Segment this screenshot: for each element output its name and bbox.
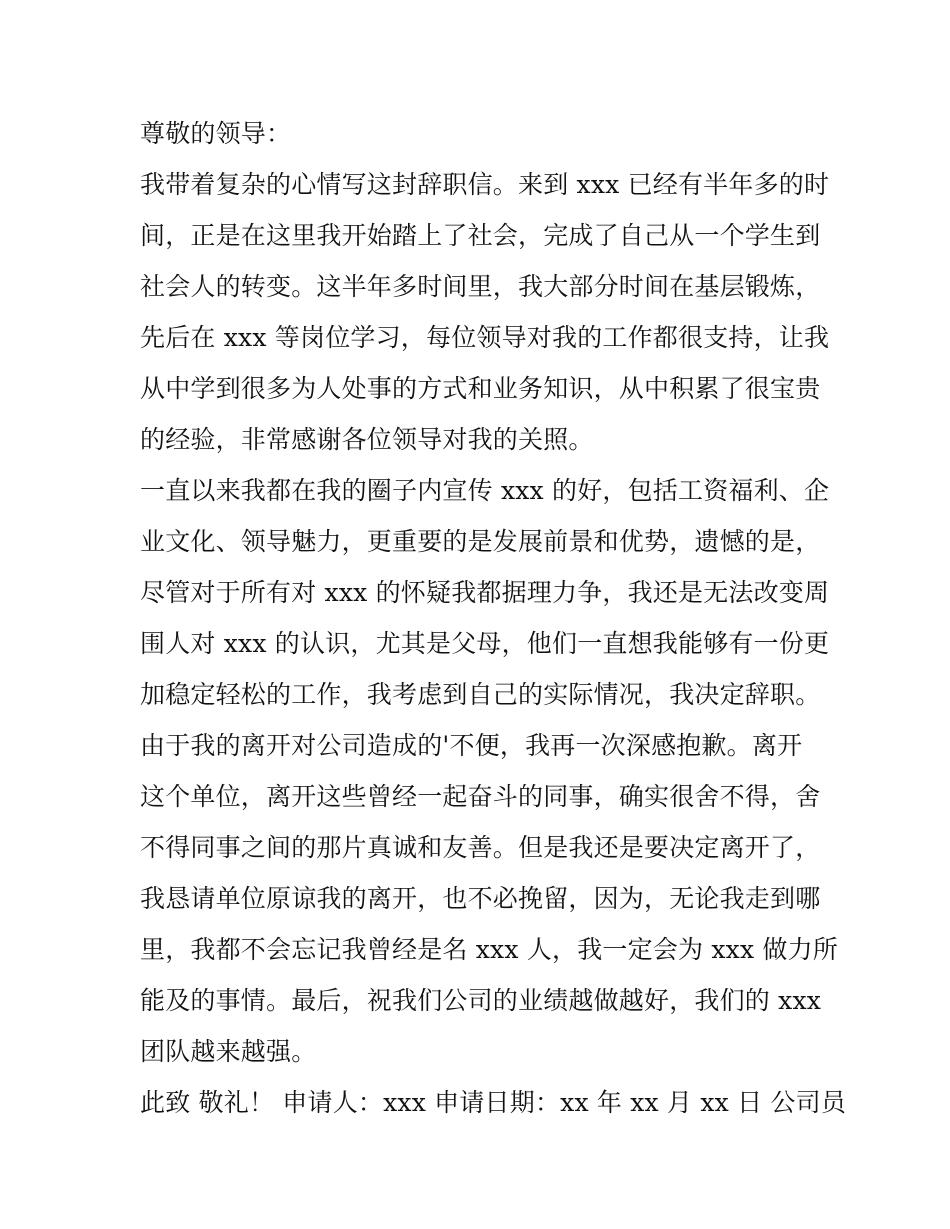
text-line: 从中学到很多为人处事的方式和业务知识，从中积累了很宝贵	[140, 374, 821, 403]
closing-line: 此致 敬礼！ 申请人：xxx 申请日期：xx 年 xx 月 xx 日 公司员	[140, 1088, 847, 1117]
text-line: 尽管对于所有对 xxx 的怀疑我都据理力争，我还是无法改变周	[140, 578, 830, 607]
text-line: 业文化、领导魅力，更重要的是发展前景和优势，遗憾的是，	[140, 527, 821, 556]
text-line: 的经验，非常感谢各位领导对我的关照。	[140, 425, 594, 454]
text-line: 里，我都不会忘记我曾经是名 xxx 人，我一定会为 xxx 做力所	[140, 935, 838, 964]
text-line: 能及的事情。最后，祝我们公司的业绩越做越好，我们的 xxx	[140, 986, 822, 1015]
text-line: 由于我的离开对公司造成的'不便，我再一次深感抱歉。离开	[140, 731, 803, 760]
text-line: 我带着复杂的心情写这封辞职信。来到 xxx 已经有半年多的时	[140, 170, 830, 199]
text-line: 团队越来越强。	[140, 1037, 317, 1066]
text-line: 社会人的转变。这半年多时间里，我大部分时间在基层锻炼，	[140, 272, 821, 301]
text-line: 围人对 xxx 的认识，尤其是父母，他们一直想我能够有一份更	[140, 629, 830, 658]
text-line: 我恳请单位原谅我的离开，也不必挽留，因为，无论我走到哪	[140, 884, 821, 913]
text-line: 加稳定轻松的工作，我考虑到自己的实际情况，我决定辞职。	[140, 680, 821, 709]
text-line: 一直以来我都在我的圈子内宣传 xxx 的好，包括工资福利、企	[140, 476, 830, 505]
letter-body	[140, 108, 847, 1128]
salutation: 尊敬的领导：	[140, 119, 292, 148]
text-line: 不得同事之间的那片真诚和友善。但是我还是要决定离开了，	[140, 833, 821, 862]
text-line: 这个单位，离开这些曾经一起奋斗的同事，确实很舍不得，舍	[140, 782, 821, 811]
text-line: 间，正是在这里我开始踏上了社会，完成了自己从一个学生到	[140, 221, 821, 250]
text-line: 先后在 xxx 等岗位学习，每位领导对我的工作都很支持，让我	[140, 323, 830, 352]
